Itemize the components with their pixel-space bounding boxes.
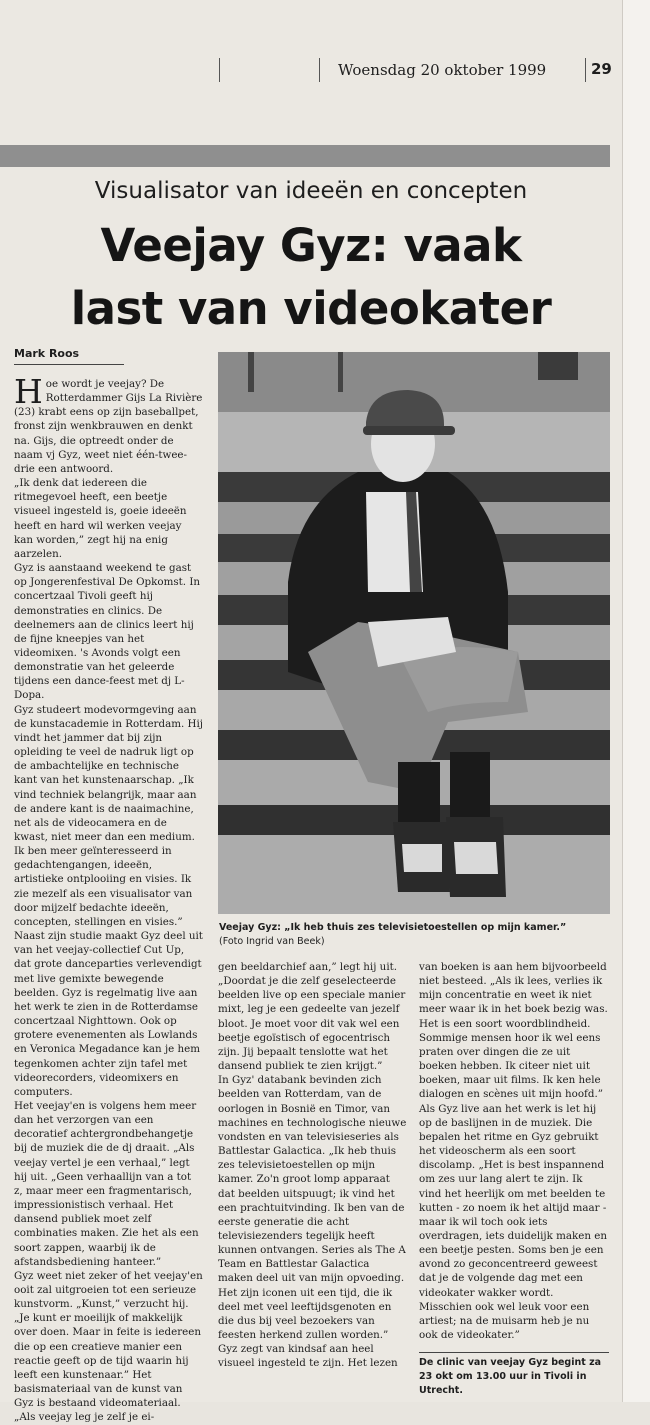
section-bar bbox=[0, 145, 610, 167]
byline: Mark Roos bbox=[14, 347, 80, 360]
drop-cap: H bbox=[14, 372, 43, 411]
headline-line-1: Veejay Gyz: vaak bbox=[100, 219, 522, 272]
paragraph: van boeken is aan hem bijvoorbeeld niet besteed. „Als ik lees, verlies ik mijn concentratie en weet ik niet meer waar ik in het boek bezig was. Het is een soort woordblindheid. Sommige mensen hoor ik wel eens praten over dingen die ze uit boeken hebben. Ik citeer niet uit boeken, maar uit films. Ik ken hele dialogen en scènes uit mijn hoofd.” bbox=[419, 961, 608, 1101]
header-divider-right bbox=[585, 58, 586, 82]
lead-paragraph bbox=[14, 372, 203, 476]
paragraph: Gyz studeert modevormgeving aan de kunstacademie in Rotterdam. Hij vindt het jammer dat bij zijn opleiding te veel de nadruk ligt op de ambachtelijke en technische kant van het kunstenaarschap. „Ik vind techniek belangrijk, maar aan de andere kant is de naaimachine, net als de videocamera en de kwast, niet meer dan een medium. Ik ben meer geïnteresseerd in gedachtengangen, ideeën, artistieke ontplooiing en visies. Ik zie mezelf als een visualisator van door mijzelf bedachte ideeën, concepten, stellingen en visies.” bbox=[14, 703, 203, 928]
article-kicker: Visualisator van ideeën en concepten bbox=[94, 178, 528, 204]
photo-credit: (Foto Ingrid van Beek) bbox=[219, 936, 325, 947]
header-divider-mid bbox=[319, 58, 320, 82]
paragraph: gen beeldarchief aan,” legt hij uit. „Doordat je die zelf geselecteerde beelden live op een speciale manier mixt, leg je een gedeelte van jezelf bloot. Je moet voor dit vak wel een beetje egoïstisch of egocentrisch zijn. Jij bepaalt tenslotte wat het dansend publiek te zien krijgt.” bbox=[218, 961, 406, 1073]
paragraph: In Gyz' databank bevinden zich beelden van Rotterdam, van de oorlogen in Bosnië en Timor, van machines en technologische nieuwe vondsten en van televisieseries als Battlestar Galactica. „Ik heb thuis zes televisietoestellen op mijn kamer. Zo'n groot lomp apparaat dat beelden uitspuugt; ik vind het een prachtuitvinding. Ik ben van de eerste generatie die acht televisiezenders tegelijk heeft kunnen ontvangen. Series als The A Team en Battlestar Galactica maken deel uit van mijn opvoeding. Het zijn iconen uit een tijd, die ik deel met veel leeftijdsgenoten en die dus bij veel bezoekers van feesten herkend zullen worden.” bbox=[218, 1074, 407, 1342]
paragraph: Als Gyz live aan het werk is let hij op de baslijnen in de muziek. Die bepalen het ritme en Gyz gebruikt het videoscherm als een soort discolamp. „Het is best inspannend om zes uur lang alert te zijn. Ik vind het heerlijk om met beelden te kutten - zo noem ik het altijd maar - maar ik wil toch ook iets overdragen, iets duidelijk maken en een beetje pesten. Soms ben je een avond zo geconcentreerd geweest dat je de volgende dag met een videokater wakker wordt. Misschien ook wel leuk voor een artiest; na de muisarm heb je nu ook de videokater.” bbox=[419, 1102, 607, 1342]
article-photo bbox=[218, 352, 610, 914]
paragraph: Gyz is aanstaand weekend te gast op Jongerenfestival De Opkomst. In concertzaal Tivoli geeft hij demonstraties en clinics. De deelnemers aan de clinics leert hij de fijne kneepjes van het videomixen. 's Avonds volgt een demonstratie van het geleerde tijdens een dance-feest met dj L-Dopa. bbox=[14, 562, 201, 702]
paragraph: Naast zijn studie maakt Gyz deel uit van het veejay-collectief Cut Up, dat grote danceparties verlevendigt met live gemixte bewegende beelden. Gyz is regelmatig live aan het werk te zien in de Rotterdamse concertzaal Nighttown. Ook op grotere evenementen als Lowlands en Veronica Megadance kan je hem tegenkomen achter zijn tafel met videorecorders, videomixers en computers. bbox=[14, 930, 203, 1098]
paragraph: Gyz zegt van kindsaf aan heel visueel ingesteld te zijn. Het lezen bbox=[218, 1343, 398, 1370]
byline-rule bbox=[14, 364, 124, 365]
article-column-2 bbox=[218, 960, 407, 1371]
photo-caption-block bbox=[219, 921, 611, 949]
paragraph: Gyz weet niet zeker of het veejay'en ooit zal uitgroeien tot een serieuze kunstvorm. „Kunst,” verzucht hij. „Je kunt er moeilijk of makkelijk over doen. Maar in feite is iedereen die op een creatieve manier een reactie geeft op de tijd waarin hij leeft een kunstenaar.” Het basismateriaal van de kunst van Gyz is bestaand videomateriaal. „Als veejay leg je zelf je ei- bbox=[14, 1269, 203, 1424]
page-number: 29 bbox=[591, 60, 612, 78]
header-divider-left bbox=[219, 58, 220, 82]
event-note-rule bbox=[419, 1352, 609, 1353]
headline-line-2: last van videokater bbox=[70, 282, 552, 335]
issue-date: Woensdag 20 oktober 1999 bbox=[338, 61, 547, 79]
article-column-1 bbox=[14, 372, 203, 1425]
event-note: De clinic van veejay Gyz begint za 23 okt om 13.00 uur in Tivoli in Utrecht. bbox=[419, 1357, 602, 1396]
article-column-3 bbox=[419, 960, 608, 1342]
page-edge bbox=[622, 0, 650, 1402]
lead-text: oe wordt je veejay? De Rotterdammer Gijs La Rivière (23) krabt eens op zijn baseballpet, fronst zijn wenkbrauwen en denkt na. Gijs, die optreedt onder de naam vj Gyz, weet niet één-twee-drie een antwoord. bbox=[14, 378, 203, 475]
paragraph: „Ik denk dat iedereen die ritmegevoel heeft, een beetje visueel ingesteld is, goeie ideeën heeft en hard wil werken veejay kan worden,” zegt hij na enig aarzelen. bbox=[14, 477, 187, 560]
photo-caption: Veejay Gyz: „Ik heb thuis zes televisietoestellen op mijn kamer.” bbox=[219, 922, 567, 933]
paragraph: Het veejay'en is volgens hem meer dan het verzorgen van een decoratief achtergrondbehangetje bij de muziek die de dj draait. „Als veejay vertel je een verhaal,” legt hij uit. „Geen verhaallijn van a tot z, maar meer een fragmentarisch, impressionistisch verhaal. Het dansend publiek moet zelf combinaties maken. Zie het als een soort zappen, waarbij ik de afstandsbediening hanteer.” bbox=[14, 1099, 199, 1268]
